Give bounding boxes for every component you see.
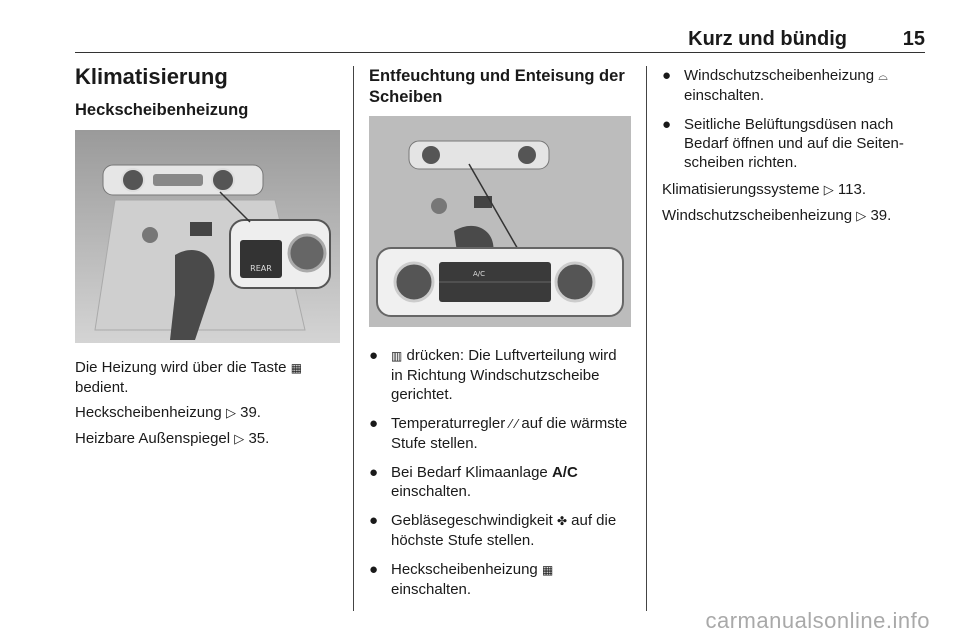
- instruction-list: [369, 346, 631, 599]
- bullet-icon: ●: [369, 415, 379, 432]
- climate-panel-photo: [369, 116, 631, 327]
- reference-link-climate-systems[interactable]: Klimatisierungssysteme ▷ 113.: [662, 181, 866, 198]
- fan-icon: ✤: [556, 514, 567, 528]
- column-divider-1: [353, 66, 354, 611]
- rear-window-heating-photo: [75, 130, 340, 343]
- windscreen-heat-icon: ⌓: [878, 69, 888, 83]
- console-illustration: [75, 130, 340, 343]
- page-ref-icon: ▷: [823, 183, 834, 198]
- subsection-heading: Heckscheibenheizung: [75, 101, 249, 119]
- page-ref-icon: ▷: [234, 432, 245, 447]
- list-item: ● ▥ drücken: Die Luftverteilung wird in Richtung Windschutzscheibe gerichtet.: [369, 347, 617, 403]
- column-2: [369, 66, 631, 108]
- page-header: [75, 30, 925, 53]
- page-number: 15: [902, 28, 925, 50]
- list-item: ● Gebläsegeschwindigkeit ✤ auf die höchste Stufe stellen.: [369, 512, 617, 549]
- reference-link-heated-mirrors[interactable]: Heizbare Außenspiegel ▷ 35.: [75, 430, 270, 447]
- column-divider-2: [646, 66, 647, 611]
- column-1-body: [75, 358, 340, 449]
- list-item: ● Bei Bedarf Klimaanlage A/C einschalten.: [369, 464, 578, 500]
- bullet-icon: ●: [662, 67, 672, 84]
- list-item: ● Seitliche Belüftungsdüsen nach Bedarf öffnen und auf die Seitenscheiben richten.: [662, 116, 904, 171]
- rear-heat-icon: ▦: [290, 361, 303, 375]
- section-heading: Klimatisierung: [75, 64, 228, 89]
- temp-knob-icon: ⁄ ⁄: [509, 417, 518, 431]
- rear-label: REAR: [250, 264, 272, 273]
- column-3: [662, 66, 927, 226]
- page-ref-icon: ▷: [225, 406, 236, 421]
- page-ref-icon: ▷: [856, 209, 867, 224]
- column-1: [75, 63, 340, 121]
- bullet-icon: ●: [662, 116, 672, 133]
- ac-label: A/C: [472, 270, 486, 278]
- body-text: Die Heizung wird über die Taste ▦ bedient.: [75, 359, 303, 396]
- bullet-icon: ●: [369, 512, 379, 529]
- bullet-icon: ●: [369, 347, 379, 364]
- list-item: ● Temperaturregler ⁄ ⁄ auf die wärmste Stufe stellen.: [369, 415, 628, 452]
- subsection-heading: Entfeuchtung und Enteisung der Scheiben: [369, 67, 625, 106]
- bullet-icon: ●: [369, 561, 379, 578]
- reference-link-windscreen-heating[interactable]: Windschutzscheibenheizung ▷ 39.: [662, 207, 892, 224]
- list-item: ● Heckscheibenheizung ▦ einschalten.: [369, 561, 554, 598]
- watermark: carmanualsonline.info: [705, 608, 930, 633]
- rear-heat-icon: ▦: [541, 563, 554, 577]
- instruction-list: [662, 66, 927, 172]
- page-header-title: Kurz und bündig: [688, 28, 847, 50]
- bullet-icon: ●: [369, 464, 379, 481]
- defrost-icon: ▥: [391, 349, 403, 363]
- list-item: ● Windschutzscheibenheizung ⌓ einschalten.: [662, 67, 888, 104]
- column-2-bullets: [369, 346, 631, 609]
- climate-panel-illustration: [369, 116, 631, 327]
- reference-link-rear-heating[interactable]: Heckscheibenheizung ▷ 39.: [75, 404, 261, 421]
